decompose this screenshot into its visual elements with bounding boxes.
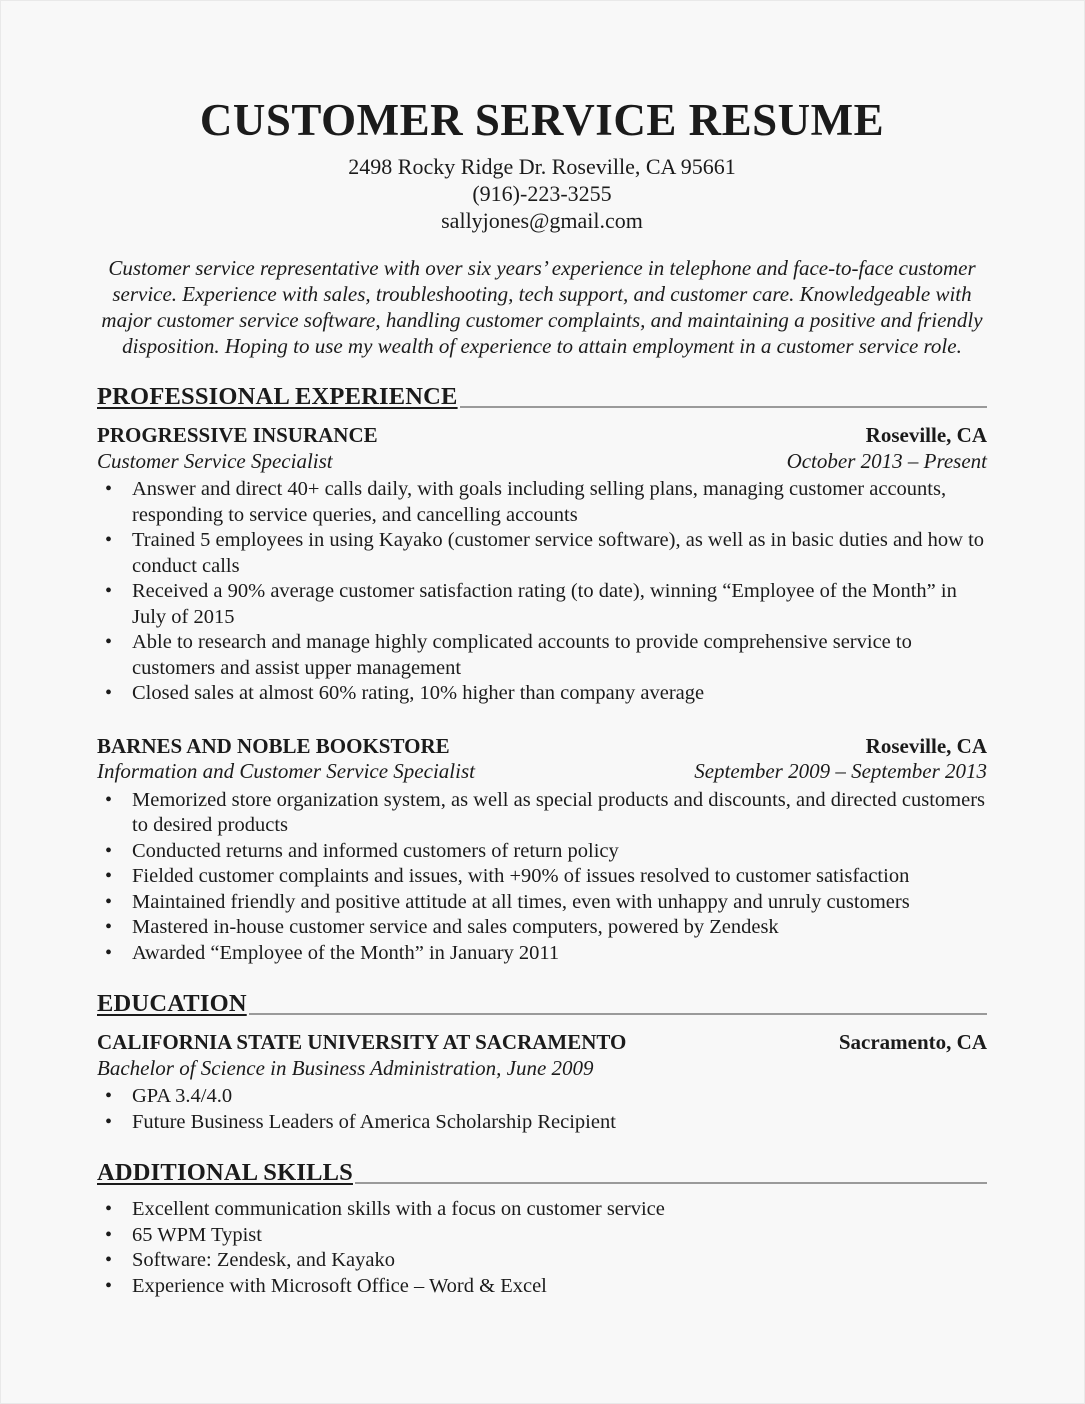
bullet-item: • Software: Zendesk, and Kayako — [97, 1248, 987, 1274]
bullet-item: • Future Business Leaders of America Scholarship Recipient — [97, 1110, 987, 1136]
contact-block — [97, 153, 987, 234]
resume-header — [97, 97, 987, 234]
skills-bullet-list — [97, 1197, 987, 1299]
company-location: Roseville, CA — [865, 423, 987, 448]
section-education — [97, 991, 987, 1135]
job-dates: September 2009 – September 2013 — [694, 759, 987, 784]
company-name: BARNES AND NOBLE BOOKSTORE — [97, 733, 450, 758]
education-bullet-list — [97, 1084, 987, 1135]
resume-title: CUSTOMER SERVICE RESUME — [199, 95, 885, 145]
summary-paragraph: Customer service representative with over six years’ experience in telephone and face-to-face customer service. Experience with sales, troubleshooting, tech support, and customer care. Knowledgeable with major customer service software, handling customer complaints, and maintaining a positive and friendly disposition. Hoping to use my wealth of experience to attain employment in a customer service role. — [101, 256, 983, 359]
heading-rule — [355, 1182, 987, 1184]
section-additional-skills — [97, 1160, 987, 1299]
job-bullet-list — [97, 788, 987, 967]
company-location: Roseville, CA — [865, 733, 987, 758]
section-heading-text: EDUCATION — [97, 990, 247, 1018]
contact-phone: (916)-223-3255 — [472, 181, 612, 207]
job-company-row — [97, 423, 987, 449]
bullet-item: • Answer and direct 40+ calls daily, with goals including selling plans, managing customer accounts, responding to service queries, and cancelling accounts — [97, 477, 987, 528]
section-heading-additional-skills — [97, 1160, 987, 1187]
section-heading-text: ADDITIONAL SKILLS — [97, 1159, 353, 1187]
school-location: Sacramento, CA — [838, 1030, 987, 1055]
bullet-item: • Fielded customer complaints and issues, with +90% of issues resolved to customer satisfaction — [97, 864, 987, 890]
job-title: Information and Customer Service Specialist — [97, 759, 475, 784]
section-heading-text: PROFESSIONAL EXPERIENCE — [97, 383, 458, 411]
section-professional-experience — [97, 384, 987, 966]
bullet-item: • Closed sales at almost 60% rating, 10% higher than company average — [97, 681, 987, 707]
degree-name: Bachelor of Science in Business Administration, June 2009 — [97, 1055, 594, 1080]
job-role-row — [97, 449, 987, 475]
job-title: Customer Service Specialist — [97, 448, 333, 473]
resume-page — [1, 1, 1084, 1339]
heading-rule — [460, 406, 987, 408]
bullet-item: • Able to research and manage highly complicated accounts to provide comprehensive service to customers and assist upper management — [97, 630, 987, 681]
bullet-item: • GPA 3.4/4.0 — [97, 1084, 987, 1110]
bullet-item: • Excellent communication skills with a focus on customer service — [97, 1197, 987, 1223]
contact-email: sallyjones@gmail.com — [441, 208, 643, 234]
bullet-item: • Maintained friendly and positive attitude at all times, even with unhappy and unruly customers — [97, 890, 987, 916]
section-heading-education — [97, 991, 987, 1018]
job-entry-progressive-insurance — [97, 423, 987, 707]
job-role-row — [97, 759, 987, 785]
bullet-item: • Trained 5 employees in using Kayako (customer service software), as well as in basic duties and how to conduct calls — [97, 528, 987, 579]
bullet-item: • Conducted returns and informed customers of return policy — [97, 839, 987, 865]
job-entry-barnes-and-noble — [97, 734, 987, 967]
heading-rule — [249, 1013, 987, 1015]
bullet-item: • Memorized store organization system, as well as special products and discounts, and directed customers to desired products — [97, 788, 987, 839]
bullet-item: • Received a 90% average customer satisfaction rating (to date), winning “Employee of the Month” in July of 2015 — [97, 579, 987, 630]
bullet-item: • Awarded “Employee of the Month” in January 2011 — [97, 941, 987, 967]
degree-row — [97, 1056, 987, 1082]
bullet-item: • Experience with Microsoft Office – Word & Excel — [97, 1274, 987, 1300]
bullet-item: • Mastered in-house customer service and sales computers, powered by Zendesk — [97, 915, 987, 941]
section-heading-professional-experience — [97, 384, 987, 411]
bullet-item: • 65 WPM Typist — [97, 1223, 987, 1249]
contact-address: 2498 Rocky Ridge Dr. Roseville, CA 95661 — [348, 154, 736, 180]
company-name: PROGRESSIVE INSURANCE — [97, 423, 378, 448]
education-entry — [97, 1030, 987, 1135]
job-dates: October 2013 – Present — [786, 448, 987, 473]
job-bullet-list — [97, 477, 987, 707]
school-row — [97, 1030, 987, 1056]
job-company-row — [97, 734, 987, 760]
school-name: CALIFORNIA STATE UNIVERSITY AT SACRAMENTO — [97, 1030, 627, 1055]
